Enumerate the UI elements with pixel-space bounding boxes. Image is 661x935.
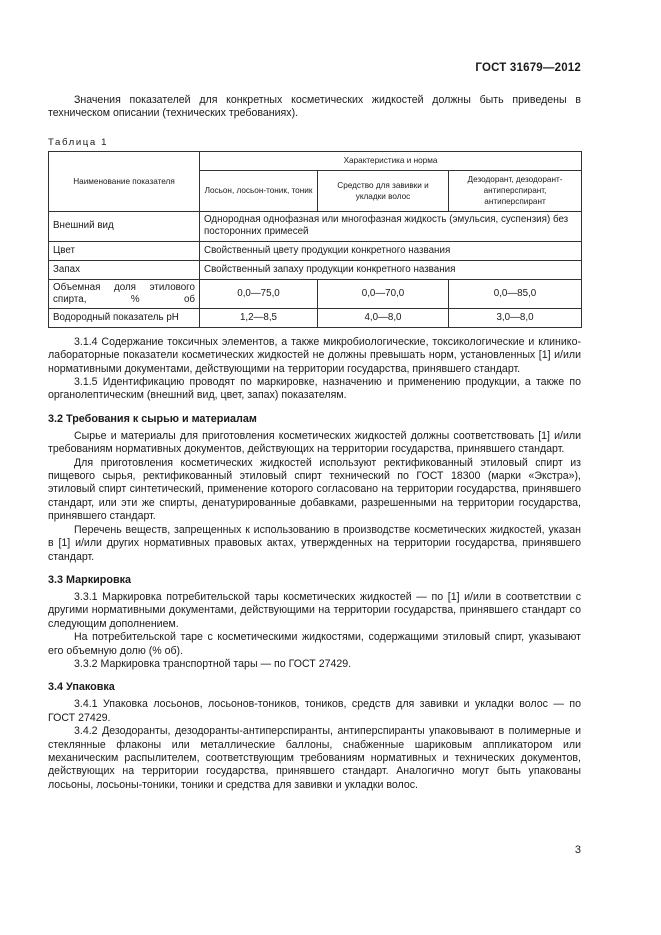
cell-value: 3,0—8,0 bbox=[449, 308, 582, 327]
page-content bbox=[48, 92, 581, 792]
paragraph: Для приготовления косметических жидкостей используют ректификованный этиловый спирт из пищевого сырья, ректификованный этиловый спирт технический по ГОСТ 18300 (марки «Экстра»), этиловый спирт синтетический, применение которого согласовано на территории государства, принявшего стандарт, или эти же спирты, денатурированные добавками, разрешенными на территории государства, принявшего стандарт. bbox=[48, 456, 581, 523]
paragraph: 3.4.2 Дезодоранты, дезодоранты-антиперспиранты, антиперспиранты упаковывают в полимерные и стеклянные флаконы или металлические баллоны, снабженные шариковым аппликатором или механическим распылителем, соответствующим требованиям нормативных и технических документов, действующих на территории государства, принявшего стандарт. Аналогично могут быть упакованы лосьоны, лосьоны-тоники, тоники и средства для завивки и укладки волос. bbox=[48, 725, 581, 791]
row-label: Объемная доля этилового спирта, % об bbox=[49, 279, 200, 308]
table-row bbox=[49, 241, 582, 260]
cell-value: 1,2—8,5 bbox=[200, 308, 318, 327]
subheader-lotion: Лосьон, лосьон-тоник, тоник bbox=[200, 170, 318, 211]
requirements-table bbox=[48, 151, 582, 328]
cell-value: 0,0—75,0 bbox=[200, 279, 318, 308]
paragraph: 3.1.5 Идентификацию проводят по маркировке, назначению и применению продукции, а также по органолептическим (внешний вид, цвет, запах) показателям. bbox=[48, 376, 581, 402]
row-label: Водородный показатель pH bbox=[49, 308, 200, 327]
column-group-header: Характеристика и норма bbox=[200, 151, 582, 170]
section-heading: 3.4 Упаковка bbox=[48, 681, 115, 694]
row-span-value: Свойственный запаху продукции конкретного названия bbox=[200, 260, 582, 279]
cell-value: 4,0—8,0 bbox=[318, 308, 449, 327]
cell-value: 0,0—85,0 bbox=[449, 279, 582, 308]
intro-paragraph: Значения показателей для конкретных косметических жидкостей должны быть приведены в техническом описании (технических требованиях). bbox=[48, 94, 581, 120]
paragraph: Перечень веществ, запрещенных к использованию в производстве косметических жидкостей, указан в [1] и/или других нормативных правовых актах, утвержденных на территории государства, принявшего стандарт. bbox=[48, 523, 581, 563]
paragraph: 3.1.4 Содержание токсичных элементов, а также микробиологические, токсикологические и клинико-лабораторные показатели косметических жидкостей не должны превышать норм, установленных [1] и/или нормативными документами, действующими на территории государства, принявшего стандарт. bbox=[48, 335, 581, 375]
section-heading: 3.2 Требования к сырью и материалам bbox=[48, 412, 257, 425]
row-label: Цвет bbox=[49, 241, 200, 260]
document-id: ГОСТ 31679—2012 bbox=[475, 62, 581, 74]
paragraph: 3.3.2 Маркировка транспортной тары — по ГОСТ 27429. bbox=[74, 657, 352, 670]
subheader-deodorant: Дезодорант, дезодорант-антиперспирант, антиперспирант bbox=[449, 170, 582, 211]
column-header-name: Наименование показателя bbox=[49, 151, 200, 211]
cell-value: 0,0—70,0 bbox=[318, 279, 449, 308]
table-caption: Таблица 1 bbox=[48, 136, 109, 148]
section-3-1-paragraphs bbox=[48, 336, 581, 403]
page-number: 3 bbox=[574, 844, 581, 856]
row-span-value: Однородная однофазная или многофазная жидкость (эмульсия, суспензия) без посторонних примесей bbox=[200, 211, 582, 241]
table-row bbox=[49, 260, 582, 279]
row-label: Внешний вид bbox=[49, 211, 200, 241]
paragraph: Сырье и материалы для приготовления косметических жидкостей должны соответствовать [1] и/или требованиям нормативных документов, действующих на территории государства, принявшего стандарт. bbox=[48, 429, 581, 456]
row-span-value: Свойственный цвету продукции конкретного названия bbox=[200, 241, 582, 260]
table-row bbox=[49, 211, 582, 241]
paragraph: 3.4.1 Упаковка лосьонов, лосьонов-тоников, тоников, средств для завивки и укладки волос — по ГОСТ 27429. bbox=[48, 698, 581, 724]
section-heading: 3.3 Маркировка bbox=[48, 573, 132, 586]
row-label: Запах bbox=[49, 260, 200, 279]
table-header-row bbox=[49, 151, 582, 170]
table-row bbox=[49, 308, 582, 327]
table-row bbox=[49, 279, 582, 308]
subheader-hair: Средство для завивки и укладки волос bbox=[318, 170, 449, 211]
paragraph: 3.3.1 Маркировка потребительской тары косметических жидкостей — по [1] и/или в соответствии с другими нормативными документами, действующими на территории государства, принявшего стандарт со следующим дополнением. bbox=[48, 590, 581, 630]
paragraph: На потребительской таре с косметическими жидкостями, содержащими этиловый спирт, указывают его объемную долю (% об). bbox=[48, 631, 581, 657]
